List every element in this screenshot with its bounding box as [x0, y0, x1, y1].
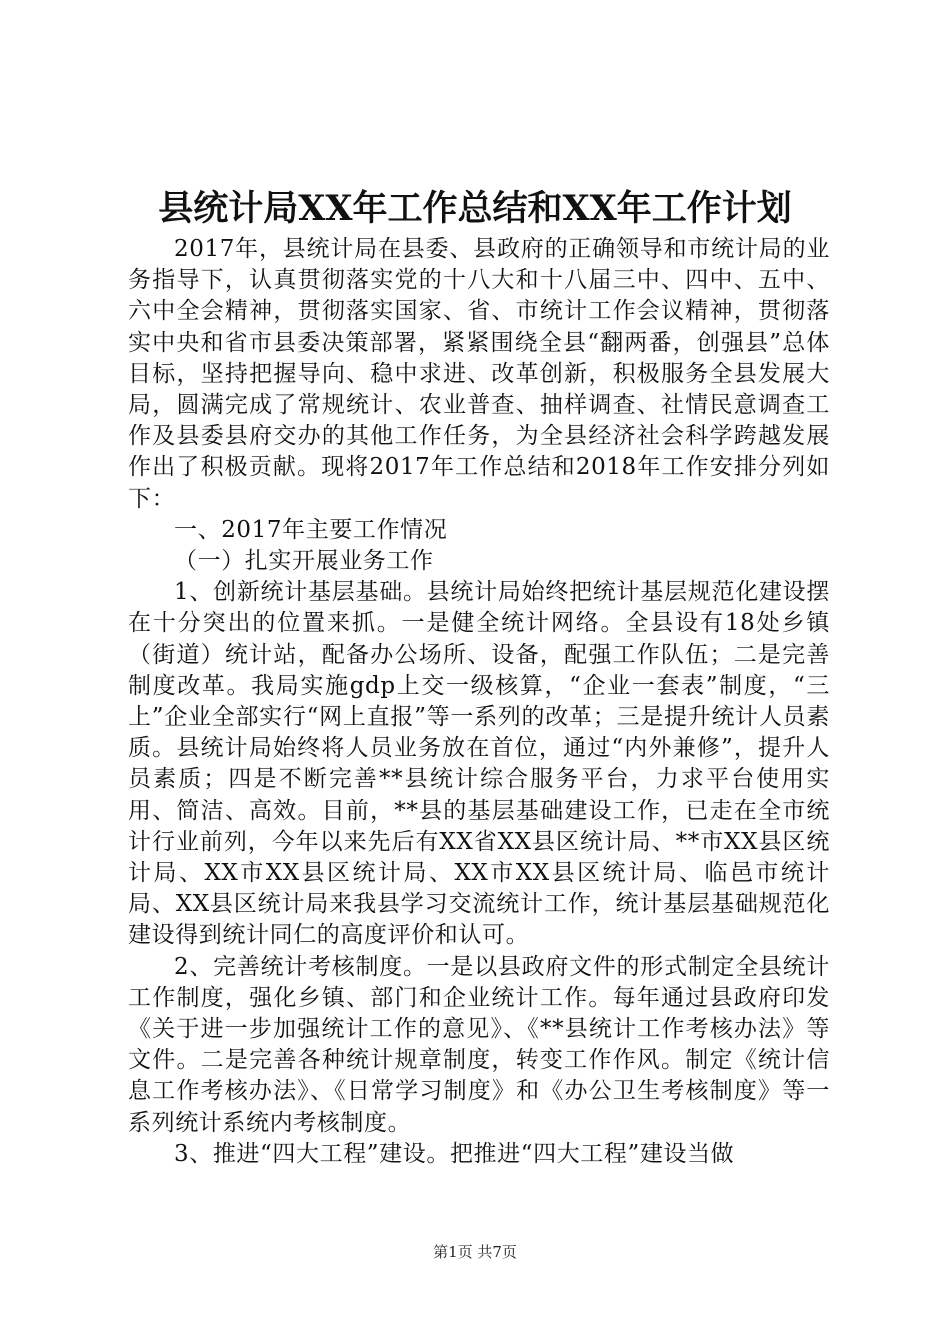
section-heading: 一、2017年主要工作情况: [174, 516, 448, 543]
subsection-heading: （一）扎实开展业务工作: [174, 548, 434, 575]
document-title: 县统计局XX年工作总结和XX年工作计划: [158, 188, 792, 229]
paragraph-item-3: 3、推进“四大工程”建设。把推进“四大工程”建设当做: [174, 1140, 735, 1167]
paragraph-item-1: 1、创新统计基层基础。县统计局始终把统计基层规范化建设摆在十分突出的位置来抓。一是健全统计网络。全县设有18处乡镇（街道）统计站，配备办公场所、设备，配强工作队伍；二是完善制度改革。我局实施gdp上交一级核算，“企业一套表”制度，“三上”企业全部实行“网上直报”等一系列的改革；三是提升统计人员素质。县统计局始终将人员业务放在首位，通过“内外兼修”，提升人员素质；四是不断完善**县统计综合服务平台，力求平台使用实用、简洁、高效。目前，**县的基层基础建设工作，已走在全市统计行业前列，今年以来先后有XX省XX县区统计局、**市XX县区统计局、XX市XX县区统计局、XX市XX县区统计局、临邑市统计局、XX县区统计局来我县学习交流统计工作，统计基层基础规范化建设得到统计同仁的高度评价和认可。: [128, 579, 830, 949]
page-number-footer: 第1页 共7页: [433, 1243, 517, 1261]
paragraph-intro: 2017年，县统计局在县委、县政府的正确领导和市统计局的业务指导下，认真贯彻落实党的十八大和十八届三中、四中、五中、六中全会精神，贯彻落实国家、省、市统计工作会议精神，贯彻落实中央和省市县委决策部署，紧紧围绕全县“翻两番，创强县”总体目标，坚持把握导向、稳中求进、改革创新，积极服务全县发展大局，圆满完成了常规统计、农业普查、抽样调查、社情民意调查工作及县委县府交办的其他工作任务，为全县经济社会科学跨越发展作出了积极贡献。现将2017年工作总结和2018年工作安排分列如下：: [128, 236, 830, 512]
document-body: [128, 234, 830, 1170]
paragraph-item-2: 2、完善统计考核制度。一是以县政府文件的形式制定全县统计工作制度，强化乡镇、部门和企业统计工作。每年通过县政府印发《关于进一步加强统计工作的意见》、《**县统计工作考核办法》等文件。二是完善各种统计规章制度，转变工作作风。制定《统计信息工作考核办法》、《日常学习制度》和《办公卫生考核制度》等一系列统计系统内考核制度。: [128, 953, 830, 1136]
